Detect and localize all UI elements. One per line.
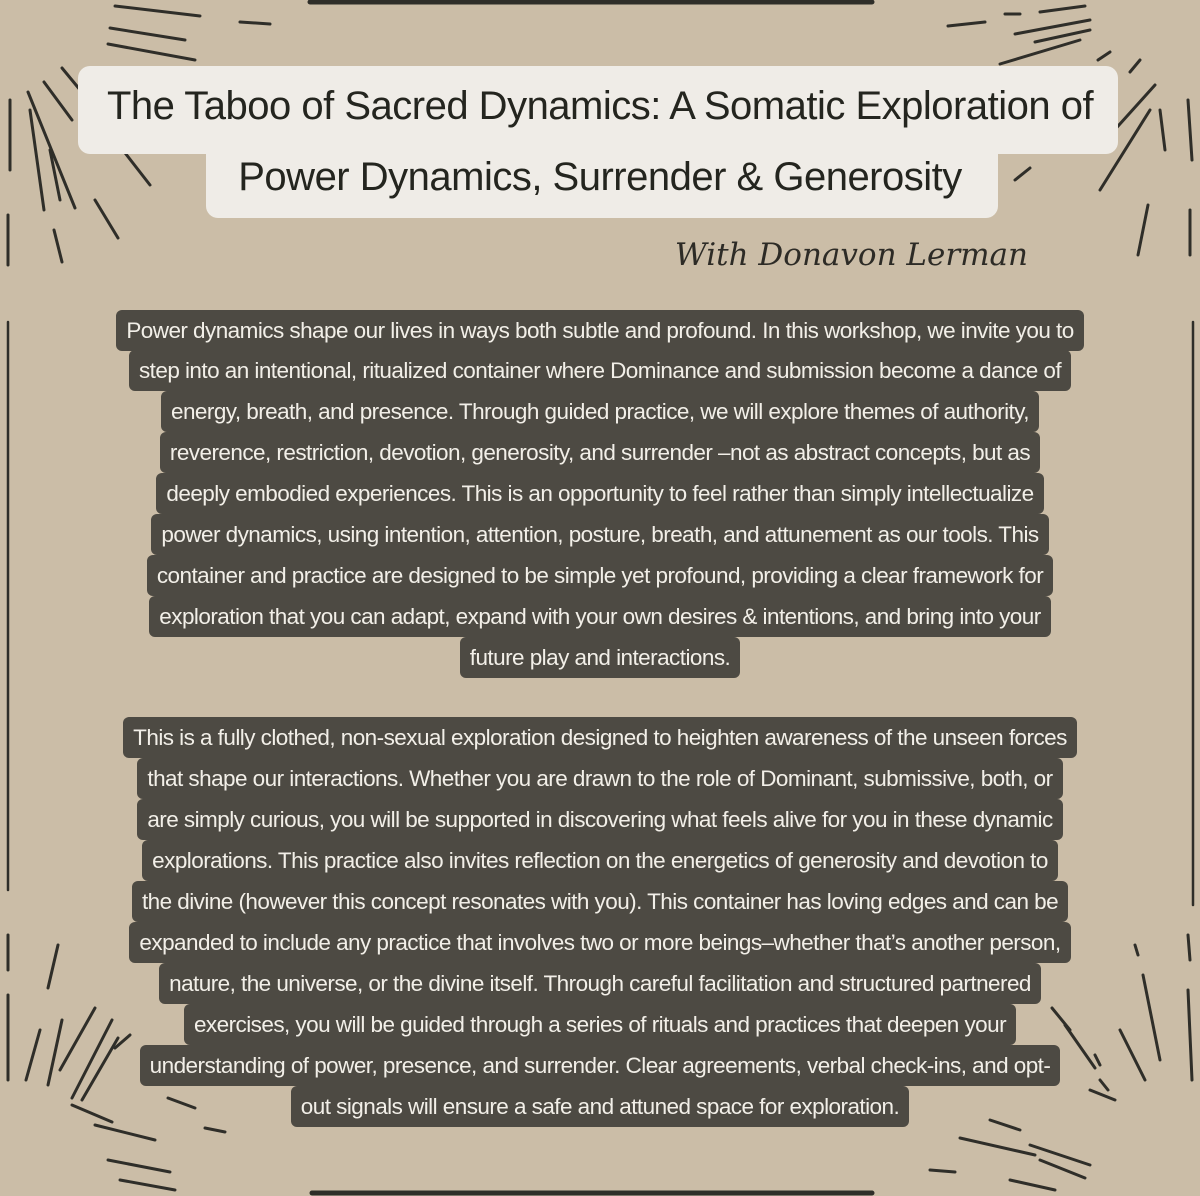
paragraph-line: explorations. This practice also invites reflection on the energetics of generosity and devotion to [0, 840, 1200, 881]
paragraph-line: are simply curious, you will be supported in discovering what feels alive for you in these dynamic [0, 799, 1200, 840]
paragraph-line: understanding of power, presence, and surrender. Clear agreements, verbal check-ins, and opt- [0, 1045, 1200, 1086]
paragraph-line: the divine (however this concept resonates with you). This container has loving edges and can be [0, 881, 1200, 922]
paragraph-line: that shape our interactions. Whether you are drawn to the role of Dominant, submissive, both, or [0, 758, 1200, 799]
paragraph-line: Power dynamics shape our lives in ways both subtle and profound. In this workshop, we invite you to [0, 310, 1200, 351]
paragraph-line: container and practice are designed to be simple yet profound, providing a clear framework for [0, 555, 1200, 596]
paragraph-line: step into an intentional, ritualized container where Dominance and submission become a dance of [0, 350, 1200, 391]
byline: With Donavon Lerman [674, 237, 1028, 273]
paragraph-line: expanded to include any practice that involves two or more beings–whether that’s another person, [0, 922, 1200, 963]
paragraph-line: out signals will ensure a safe and attuned space for exploration. [0, 1086, 1200, 1127]
paragraph-line: energy, breath, and presence. Through guided practice, we will explore themes of authority, [0, 391, 1200, 432]
paragraph-line: exercises, you will be guided through a series of rituals and practices that deepen your [0, 1004, 1200, 1045]
paragraph-line: This is a fully clothed, non-sexual exploration designed to heighten awareness of the unseen forces [0, 717, 1200, 758]
paragraph-line: future play and interactions. [0, 637, 1200, 678]
paragraph-line: deeply embodied experiences. This is an opportunity to feel rather than simply intellectualize [0, 473, 1200, 514]
title-line-1: The Taboo of Sacred Dynamics: A Somatic Exploration of [106, 84, 1094, 128]
paragraph-line: nature, the universe, or the divine itself. Through careful facilitation and structured partnered [0, 963, 1200, 1004]
paragraph-line: reverence, restriction, devotion, generosity, and surrender –not as abstract concepts, but as [0, 432, 1200, 473]
title-line-2: Power Dynamics, Surrender & Generosity [238, 155, 962, 199]
paragraph-line: exploration that you can adapt, expand with your own desires & intentions, and bring into your [0, 596, 1200, 637]
paragraph-line: power dynamics, using intention, attention, posture, breath, and attunement as our tools. This [0, 514, 1200, 555]
